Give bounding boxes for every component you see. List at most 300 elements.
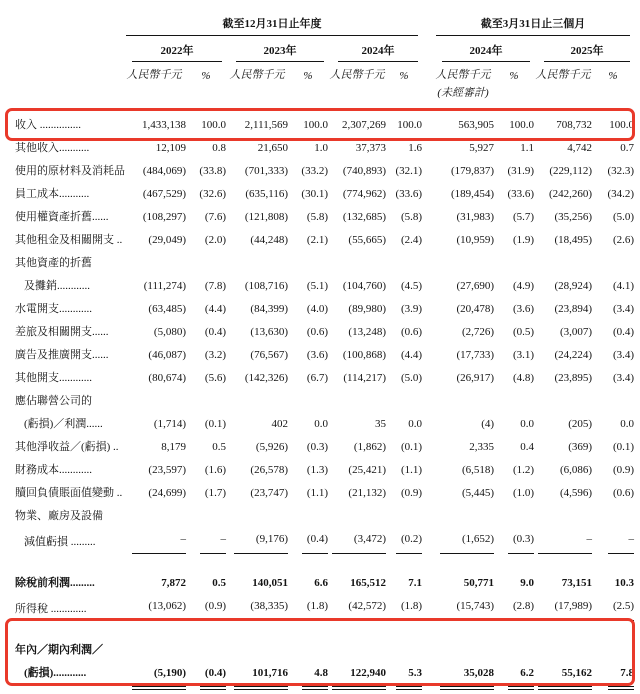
cell-value: 1.1: [520, 142, 535, 154]
amount-cell: [534, 662, 592, 690]
amount-cell: [122, 413, 186, 436]
cell-value: (0.1): [204, 418, 226, 430]
cell-value: (4.1): [612, 280, 635, 292]
cell-value: (10,959): [456, 234, 495, 246]
row-label: 財務成本............: [14, 464, 92, 476]
cell-value: (1.1): [306, 487, 328, 499]
percent-cell: [494, 413, 534, 436]
cell-value: (774,962): [342, 188, 386, 200]
table-row: [6, 298, 634, 321]
table-row: [6, 160, 634, 183]
amount-cell: [534, 505, 592, 528]
row-label: 收入 ...............: [14, 119, 81, 131]
amount-cell: [122, 275, 186, 298]
row-label: 減值虧損 .........: [23, 536, 96, 548]
percent-cell: [186, 528, 226, 554]
amount-cell: [226, 367, 288, 390]
percent-cell: [288, 528, 328, 554]
cell-value: (3,007): [559, 326, 593, 338]
cell-value: (111,274): [143, 280, 186, 292]
row-label: 差旅及相關開支......: [14, 326, 109, 338]
cell-value: 0.0: [314, 418, 328, 430]
row-label: 其他租金及相關開支 ..: [14, 234, 123, 246]
amount-cell: [534, 160, 592, 183]
percent-cell: [494, 275, 534, 298]
amount-cell: [534, 183, 592, 206]
cell-value: (13,630): [250, 326, 288, 338]
cell-value: (142,326): [244, 372, 288, 384]
cell-value: (104,760): [342, 280, 386, 292]
cell-value: –: [200, 528, 226, 554]
cell-value: 5,927: [469, 142, 495, 154]
percent-cell: [186, 298, 226, 321]
amount-cell: [122, 229, 186, 252]
cell-value: (4.5): [400, 280, 423, 292]
cell-value: (0.9): [612, 464, 635, 476]
percent-cell: [386, 459, 422, 482]
amount-cell: [534, 252, 592, 275]
cell-value: (0.4): [200, 662, 226, 687]
cell-value: (24,224): [554, 349, 593, 361]
cell-value: (1.0): [512, 487, 535, 499]
percent-cell: [592, 114, 634, 137]
percent-cell: [186, 206, 226, 229]
amount-cell: [122, 206, 186, 229]
percent-cell: [186, 390, 226, 413]
percent-cell: [386, 229, 422, 252]
percent-cell: [386, 160, 422, 183]
percent-cell: [592, 229, 634, 252]
percent-cell: [386, 137, 422, 160]
amount-cell: [328, 505, 386, 528]
percent-cell: [186, 344, 226, 367]
amount-cell: [432, 137, 494, 160]
amount-cell: [122, 183, 186, 206]
cell-value: (5,190): [132, 662, 186, 687]
amount-cell: [432, 662, 494, 690]
table-row: [6, 482, 634, 505]
table-row: [6, 252, 634, 275]
percent-cell: [186, 554, 226, 595]
cell-value: (46,087): [148, 349, 186, 361]
percent-cell: [288, 482, 328, 505]
cell-value: (4.8): [512, 372, 535, 384]
cell-value: (2.8): [508, 595, 534, 621]
table-row: [6, 275, 634, 298]
cell-value: 402: [271, 418, 288, 430]
unit-header: 人民幣千元: [126, 69, 182, 81]
amount-cell: [226, 137, 288, 160]
percent-cell: [386, 114, 422, 137]
cell-value: (13,248): [348, 326, 386, 338]
percent-cell: [186, 275, 226, 298]
amount-cell: [226, 275, 288, 298]
cell-value: (0.1): [400, 441, 423, 453]
percent-cell: [494, 621, 534, 662]
percent-cell: [386, 436, 422, 459]
amount-cell: [432, 621, 494, 662]
period-group-title: 截至3月31日止三個月: [436, 15, 630, 36]
table-row: [6, 595, 634, 621]
amount-cell: [432, 436, 494, 459]
percent-cell: [494, 229, 534, 252]
cell-value: (0.4): [612, 326, 635, 338]
cell-value: (1.1): [400, 464, 423, 476]
row-label: 所得稅 .............: [14, 603, 87, 615]
amount-cell: [328, 206, 386, 229]
cell-value: (484,069): [142, 165, 186, 177]
cell-value: (3.4): [612, 372, 635, 384]
cell-value: (31.9): [507, 165, 535, 177]
amount-cell: [534, 229, 592, 252]
cell-value: (0.5): [512, 326, 535, 338]
cell-value: (701,333): [244, 165, 288, 177]
cell-value: 100.0: [609, 119, 635, 131]
row-label: 除稅前利潤.........: [14, 577, 95, 589]
amount-cell: [534, 137, 592, 160]
cell-value: (76,567): [250, 349, 288, 361]
amount-cell: [432, 413, 494, 436]
cell-value: (55,665): [348, 234, 386, 246]
year-label: 2022年: [132, 42, 222, 62]
amount-cell: [226, 206, 288, 229]
cell-value: 37,373: [355, 142, 386, 154]
cell-value: (0.4): [302, 528, 328, 554]
table-row: [6, 554, 634, 595]
percent-cell: [386, 621, 422, 662]
table-row: [6, 662, 634, 690]
amount-cell: [534, 459, 592, 482]
unit-header: 人民幣千元: [435, 69, 491, 81]
amount-cell: [122, 367, 186, 390]
percent-cell: [288, 662, 328, 690]
cell-value: 8,179: [161, 441, 186, 453]
percent-cell: [386, 298, 422, 321]
amount-cell: [328, 662, 386, 690]
year-header: [122, 36, 226, 62]
amount-cell: [432, 252, 494, 275]
cell-value: (179,837): [450, 165, 495, 177]
percent-cell: [494, 482, 534, 505]
amount-cell: [122, 554, 186, 595]
cell-value: (1.9): [512, 234, 535, 246]
cell-value: 6.2: [508, 662, 534, 687]
cell-value: (33.6): [507, 188, 535, 200]
cell-value: (23,747): [250, 487, 288, 499]
percent-cell: [494, 436, 534, 459]
cell-value: 4.8: [302, 662, 328, 687]
cell-value: (100,868): [342, 349, 386, 361]
amount-cell: [328, 344, 386, 367]
amount-cell: [122, 459, 186, 482]
amount-cell: [122, 160, 186, 183]
amount-cell: [122, 595, 186, 621]
cell-value: (3.9): [400, 303, 423, 315]
amount-cell: [226, 183, 288, 206]
cell-value: (4.4): [400, 349, 423, 361]
year-header: [432, 36, 534, 62]
cell-value: (1.7): [204, 487, 226, 499]
year-label: 2024年: [338, 42, 418, 62]
cell-value: 140,051: [252, 577, 288, 589]
percent-cell: [494, 252, 534, 275]
amount-cell: [534, 595, 592, 621]
cell-value: (3.6): [306, 349, 328, 361]
table-row: [6, 621, 634, 662]
cell-value: (5.8): [400, 211, 423, 223]
percent-cell: [494, 321, 534, 344]
percent-cell: [186, 436, 226, 459]
cell-value: (0.3): [306, 441, 328, 453]
cell-value: 2,335: [469, 441, 495, 453]
cell-value: (26,578): [250, 464, 288, 476]
amount-cell: [432, 229, 494, 252]
cell-value: 73,151: [561, 577, 593, 589]
percent-cell: [288, 229, 328, 252]
cell-value: (38,335): [234, 595, 288, 621]
amount-cell: [328, 114, 386, 137]
amount-cell: [226, 528, 288, 554]
percent-cell: [494, 114, 534, 137]
percent-cell: [592, 390, 634, 413]
cell-value: (0.6): [612, 487, 635, 499]
amount-cell: [328, 183, 386, 206]
cell-value: 2,307,269: [341, 119, 386, 131]
year-header: [328, 36, 422, 62]
period-group-row: [6, 10, 634, 36]
amount-cell: [534, 554, 592, 595]
cell-value: 0.4: [520, 441, 535, 453]
percent-cell: [288, 206, 328, 229]
amount-cell: [328, 482, 386, 505]
cell-value: (740,893): [342, 165, 386, 177]
cell-value: (189,454): [450, 188, 495, 200]
percent-cell: [288, 459, 328, 482]
percent-header: %: [608, 70, 618, 82]
cell-value: (1.3): [306, 464, 328, 476]
unit-header: 人民幣千元: [329, 69, 385, 81]
cell-value: 563,905: [458, 119, 495, 131]
row-label: 使用權資產折舊......: [14, 211, 109, 223]
percent-cell: [186, 505, 226, 528]
cell-value: (5.1): [306, 280, 328, 292]
cell-value: (5.8): [306, 211, 328, 223]
row-label: 及攤銷............: [23, 280, 90, 292]
year-header: [226, 36, 328, 62]
year-label: 2025年: [544, 42, 630, 62]
cell-value: 7.1: [408, 577, 423, 589]
percent-cell: [288, 114, 328, 137]
amount-cell: [226, 298, 288, 321]
period-group-title: 截至12月31日止年度: [126, 15, 418, 36]
cell-value: (42,572): [332, 595, 386, 621]
percent-header: %: [399, 70, 409, 82]
percent-cell: [288, 595, 328, 621]
percent-cell: [592, 367, 634, 390]
cell-value: (5,080): [153, 326, 186, 338]
percent-cell: [494, 595, 534, 621]
cell-value: (4): [481, 418, 495, 430]
cell-value: 35,028: [440, 662, 494, 687]
unit-row: [6, 62, 634, 82]
header-gap: [6, 100, 634, 114]
cell-value: (6,086): [559, 464, 593, 476]
unaudited-row: [6, 82, 634, 100]
row-label: (虧損)............: [23, 667, 87, 679]
percent-cell: [386, 413, 422, 436]
amount-cell: [534, 413, 592, 436]
cell-value: 0.0: [520, 418, 535, 430]
percent-cell: [288, 137, 328, 160]
percent-cell: [186, 183, 226, 206]
amount-cell: [432, 183, 494, 206]
cell-value: (1,652): [440, 528, 494, 554]
table-row: [6, 229, 634, 252]
amount-cell: [226, 662, 288, 690]
amount-cell: [122, 436, 186, 459]
amount-cell: [226, 390, 288, 413]
percent-cell: [592, 137, 634, 160]
cell-value: (5,926): [255, 441, 288, 453]
amount-cell: [328, 137, 386, 160]
cell-value: (1,714): [153, 418, 186, 430]
percent-cell: [186, 137, 226, 160]
cell-value: (1.8): [396, 595, 422, 621]
percent-cell: [386, 183, 422, 206]
cell-value: (63,485): [148, 303, 186, 315]
percent-cell: [288, 344, 328, 367]
amount-cell: [328, 413, 386, 436]
amount-cell: [328, 528, 386, 554]
cell-value: (5.0): [400, 372, 423, 384]
cell-value: (29,049): [148, 234, 186, 246]
amount-cell: [122, 298, 186, 321]
percent-cell: [288, 621, 328, 662]
cell-value: 9.0: [520, 577, 535, 589]
percent-cell: [592, 252, 634, 275]
percent-cell: [288, 321, 328, 344]
cell-value: (1.8): [302, 595, 328, 621]
amount-cell: [328, 298, 386, 321]
percent-cell: [386, 344, 422, 367]
amount-cell: [226, 554, 288, 595]
percent-cell: [592, 436, 634, 459]
table-row: [6, 413, 634, 436]
cell-value: (7.8): [204, 280, 226, 292]
percent-cell: [494, 554, 534, 595]
row-label: 其他資產的折舊: [14, 257, 92, 269]
cell-value: (23,895): [554, 372, 593, 384]
unit-header: 人民幣千元: [229, 69, 285, 81]
year-row: [6, 36, 634, 62]
cell-value: (2.5): [608, 595, 634, 621]
cell-value: 12,109: [155, 142, 186, 154]
period-group-header: [122, 10, 422, 36]
amount-cell: [534, 298, 592, 321]
amount-cell: [328, 160, 386, 183]
cell-value: (205): [568, 418, 593, 430]
cell-value: (467,529): [142, 188, 186, 200]
percent-header: %: [201, 70, 211, 82]
amount-cell: [432, 160, 494, 183]
table-row: [6, 390, 634, 413]
cell-value: 7.8: [608, 662, 634, 687]
table-row: [6, 528, 634, 554]
percent-cell: [592, 459, 634, 482]
cell-value: 100.0: [509, 119, 535, 131]
amount-cell: [328, 459, 386, 482]
cell-value: (3.6): [512, 303, 535, 315]
cell-value: (0.1): [612, 441, 635, 453]
cell-value: (33.6): [395, 188, 423, 200]
cell-value: 7,872: [161, 577, 186, 589]
amount-cell: [534, 621, 592, 662]
amount-cell: [328, 554, 386, 595]
percent-cell: [386, 390, 422, 413]
amount-cell: [122, 321, 186, 344]
amount-cell: [122, 390, 186, 413]
percent-cell: [186, 367, 226, 390]
cell-value: –: [608, 528, 634, 554]
amount-cell: [226, 114, 288, 137]
amount-cell: [432, 206, 494, 229]
cell-value: (1.2): [512, 464, 535, 476]
amount-cell: [328, 321, 386, 344]
amount-cell: [534, 367, 592, 390]
percent-cell: [186, 321, 226, 344]
cell-value: (2.1): [306, 234, 328, 246]
percent-cell: [186, 482, 226, 505]
cell-value: (31,983): [456, 211, 495, 223]
cell-value: (2.0): [204, 234, 226, 246]
unaudited-note: (未經審計): [437, 87, 489, 99]
cell-value: (4.9): [512, 280, 535, 292]
cell-value: (13,062): [132, 595, 186, 621]
cell-value: (23,894): [554, 303, 593, 315]
percent-cell: [186, 160, 226, 183]
cell-value: (5.7): [512, 211, 535, 223]
amount-cell: [534, 344, 592, 367]
cell-value: 50,771: [463, 577, 495, 589]
cell-value: (0.6): [400, 326, 423, 338]
percent-cell: [494, 344, 534, 367]
cell-value: (635,116): [245, 188, 288, 200]
percent-cell: [494, 206, 534, 229]
amount-cell: [432, 482, 494, 505]
amount-cell: [328, 595, 386, 621]
table-row: [6, 344, 634, 367]
table-body: [6, 114, 634, 690]
cell-value: (32.1): [395, 165, 423, 177]
cell-value: (229,112): [549, 165, 593, 177]
table-row: [6, 206, 634, 229]
amount-cell: [432, 344, 494, 367]
cell-value: (114,217): [343, 372, 386, 384]
cell-value: (3.4): [612, 303, 635, 315]
percent-cell: [288, 183, 328, 206]
percent-cell: [494, 183, 534, 206]
cell-value: 35: [374, 418, 386, 430]
amount-cell: [432, 390, 494, 413]
percent-cell: [386, 528, 422, 554]
table-row: [6, 137, 634, 160]
cell-value: (33.8): [199, 165, 226, 177]
cell-value: (3.1): [512, 349, 535, 361]
amount-cell: [226, 459, 288, 482]
percent-cell: [186, 413, 226, 436]
percent-cell: [186, 621, 226, 662]
cell-value: (0.9): [400, 487, 423, 499]
